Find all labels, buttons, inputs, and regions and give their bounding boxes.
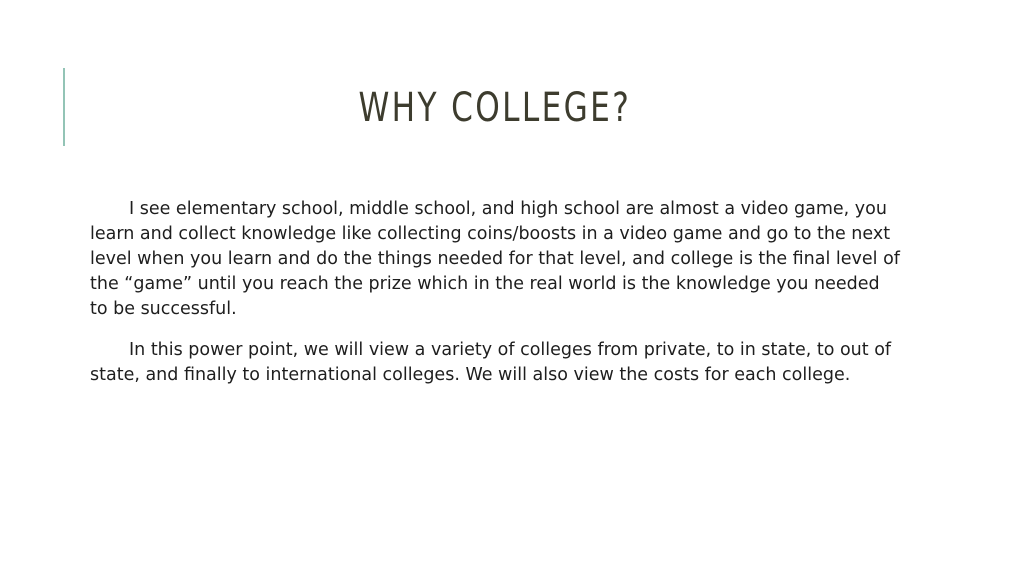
body-paragraph-2: In this power point, we will view a variety of colleges from private, to in state, to out of state, and finally to international colleges. We will also view the costs for each college.: [90, 340, 892, 385]
slide-title: WHY COLLEGE?: [358, 85, 632, 131]
slide-body: [90, 197, 900, 404]
accent-bar: [63, 68, 65, 146]
body-paragraph-1: I see elementary school, middle school, and high school are almost a video game, you learn and collect knowledge like collecting coins/boosts in a video game and go to the next level when you learn and do the things needed for that level, and college is the final level of the “game” until you reach the prize which in the real world is the knowledge you needed to be successful.: [90, 199, 900, 319]
